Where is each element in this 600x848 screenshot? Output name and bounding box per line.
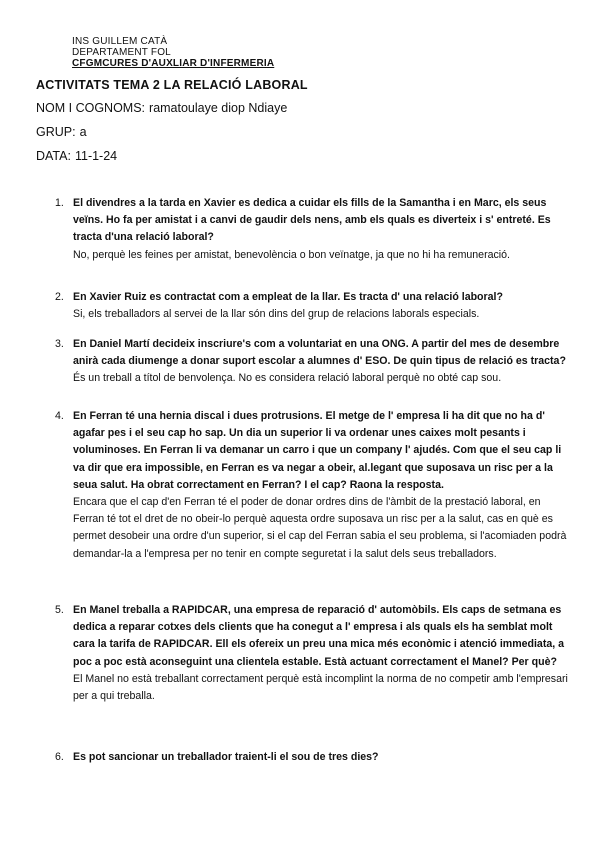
question-item xyxy=(55,749,570,766)
group-value: a xyxy=(79,125,87,139)
question-item xyxy=(55,408,570,563)
question-text: En Manel treballa a RAPIDCAR, una empresa de reparació d' automòbils. Els caps de setmana es dedica a reparar cotxes dels clients que ha conegut a l' empresa i als quals els ha semblat molt cara la tarifa de RAPIDCAR. Ell els ofereix un preu una mica més econòmic i atenció immediata, a poc a poc està aconseguint una clientela estable. Està actuant correctament el Manel? Per què? xyxy=(73,604,565,668)
course-name: CFGMCURES D'AUXLIAR D'INFERMERIA xyxy=(72,58,275,69)
school-name: INS GUILLEM CATÀ xyxy=(72,36,168,47)
question-number: 6. xyxy=(55,751,64,763)
question-item xyxy=(55,289,570,323)
name-value: ramatoulaye diop Ndiaye xyxy=(149,101,288,115)
date-field xyxy=(36,149,117,163)
question-text: El divendres a la tarda en Xavier es dedica a cuidar els fills de la Samantha i en Marc, els seus veïns. Ho fa per amistat i a canvi de gaudir dels nens, amb els quals es diverteix i s' entreté. Es tracta d'una relació laboral? xyxy=(73,197,551,244)
question-item xyxy=(55,602,570,705)
question-text: En Ferran té una hernia discal i dues protrusions. El metge de l' empresa li ha dit que no ha d' agafar pes i el seu cap ho sap. Un dia un superior li va ordenar unes caixes molt pesants i voluminoses. En Ferran li va demanar un carro i que un company l' ajudés. Com que el seu cap li va dir que era impossible, en Ferran es va negar a obeir, al.legant que suposava un risc per a la seua salut. Ha obrat correctament en Ferran? I el cap? Raona la resposta. xyxy=(73,410,562,491)
question-number: 4. xyxy=(55,410,64,422)
question-text: En Xavier Ruiz es contractat com a empleat de la llar. Es tracta d' una relació laboral? xyxy=(73,291,503,303)
answer-text: Encara que el cap d'en Ferran té el poder de donar ordres dins de l'àmbit de la prestació laboral, en Ferran té tot el dret de no obeir-lo perquè aquesta ordre suposava un risc per a la salut, cas en què es permet desobeir una ordre d'un superior, si el cap del Ferran sabia el seu problema, si l'acomiaden podrà demandar-la a l'empresa per no tenir en compte seguretat i la salut dels seus treballadors. xyxy=(73,496,567,560)
date-label: DATA: xyxy=(36,149,71,163)
name-field xyxy=(36,101,287,115)
question-item xyxy=(55,336,570,388)
group-field xyxy=(36,125,87,139)
name-label: NOM I COGNOMS: xyxy=(36,101,146,115)
question-number: 5. xyxy=(55,604,64,616)
answer-text: El Manel no està treballant correctament perquè està incomplint la norma de no competir amb l'empresari per a qui treballa. xyxy=(73,672,568,703)
date-value: 11-1-24 xyxy=(74,149,118,163)
question-text: En Daniel Martí decideix inscriure's com a voluntariat en una ONG. A partir del mes de desembre anirà cada diumenge a donar suport escolar a alumnes d' ESO. De quin tipus de relació es tracta? xyxy=(73,338,566,368)
answer-text: Si, els treballadors al servei de la llar són dins del grup de relacions laborals especials. xyxy=(73,308,480,321)
answer-text: No, perquè les feines per amistat, benevolència o bon veïnatge, ja que no hi ha remuneració. xyxy=(73,248,510,261)
question-item xyxy=(55,195,570,264)
question-number: 1. xyxy=(55,197,64,209)
question-text: Es pot sancionar un treballador traient-li el sou de tres dies? xyxy=(73,751,379,763)
group-label: GRUP: xyxy=(36,125,76,139)
answer-text: És un treball a títol de benvolença. No es considera relació laboral perquè no obté cap sou. xyxy=(73,372,502,385)
department-name: DEPARTAMENT FOL xyxy=(72,47,171,58)
document-title: ACTIVITATS TEMA 2 LA RELACIÓ LABORAL xyxy=(36,78,308,92)
question-number: 3. xyxy=(55,338,64,350)
question-number: 2. xyxy=(55,291,64,303)
